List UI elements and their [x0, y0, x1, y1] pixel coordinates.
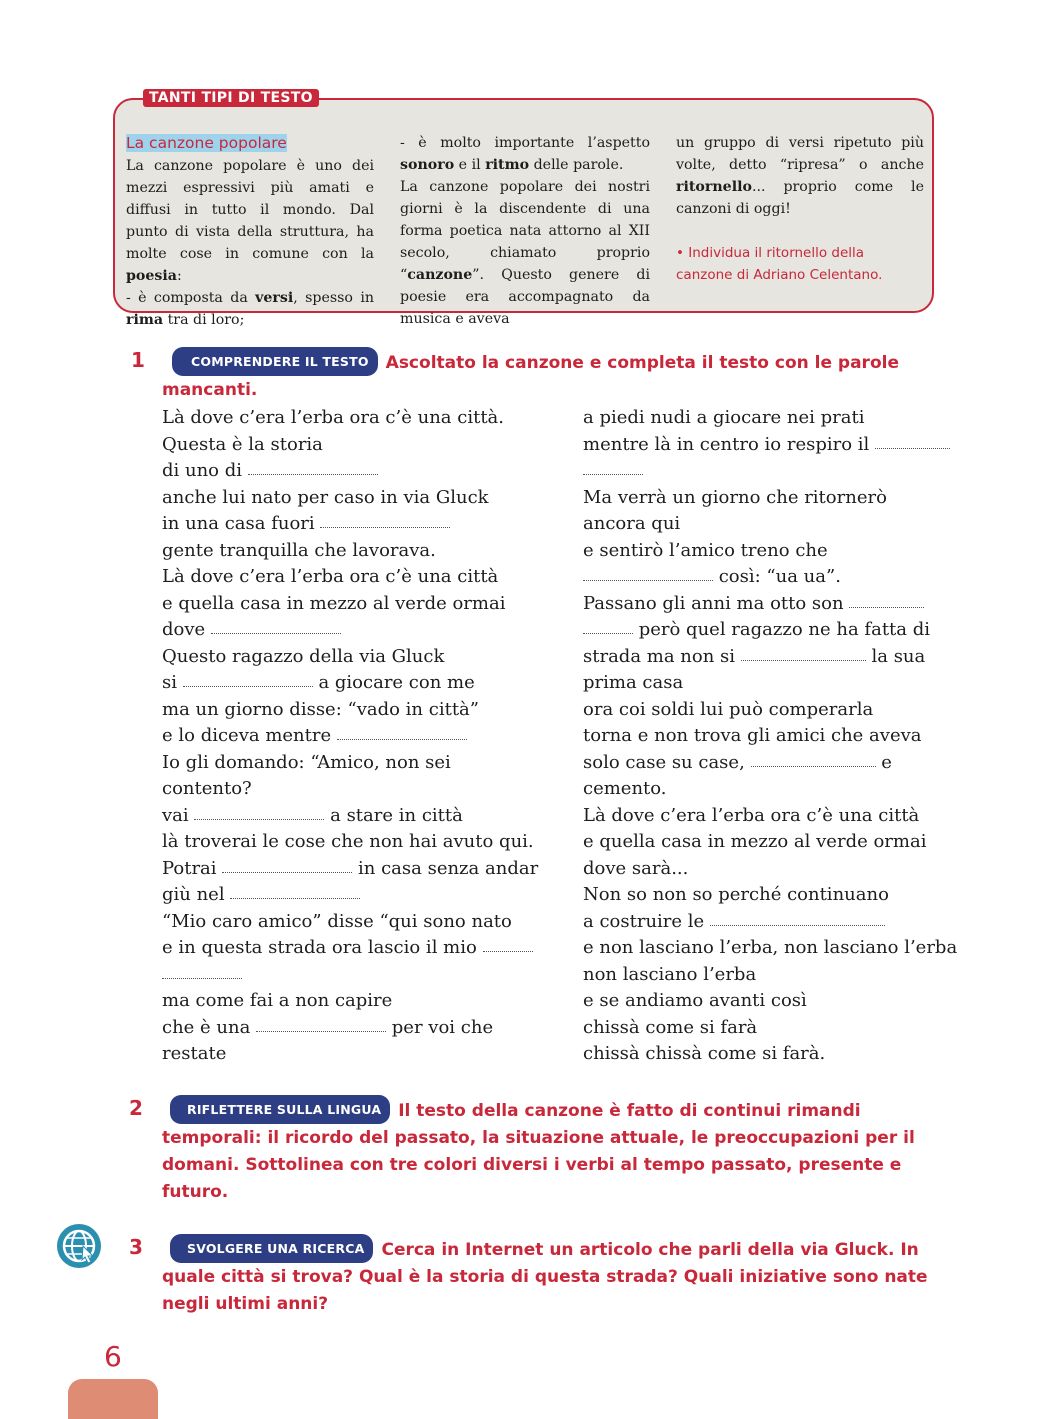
blank-fill-line[interactable]: [849, 607, 924, 608]
poem-line: strada ma non si la sua: [583, 645, 926, 667]
poem-line: Non so non so perché continuano: [583, 884, 889, 905]
blank-fill-line[interactable]: [183, 686, 313, 687]
poem-line: mentre là in centro io respiro il: [583, 432, 943, 459]
exercise-3-pill: SVOLGERE UNA RICERCA: [170, 1234, 373, 1263]
poem-line: e lo diceva mentre: [162, 723, 552, 750]
blank-fill-line[interactable]: [741, 660, 866, 661]
box-column-1: La canzone popolare La canzone popolare è uno dei mezzi espressivi più amati e diffusi in tutto il mondo. Dal punto di vista della struttura, ha molte cose in comune con la poesia: - è composta da versi, spesso in rima tra di loro;: [126, 134, 374, 328]
exercise-1: [162, 347, 922, 404]
blank-fill-line[interactable]: [230, 898, 360, 899]
poem-line: però quel ragazzo ne ha fatta di: [583, 617, 943, 644]
blank-fill-line[interactable]: [194, 819, 324, 820]
poem-line: cemento.: [583, 778, 667, 799]
page-tab: [68, 1379, 158, 1419]
poem-line: e quella casa in mezzo al verde ormai: [583, 831, 927, 852]
poem-line: si a giocare con me: [162, 672, 475, 693]
poem-line: restate: [162, 1043, 227, 1064]
poem-line: Potrai in casa senza andar: [162, 857, 539, 879]
poem-line: Là dove c’era l’erba ora c’è una città: [162, 566, 499, 587]
poem-line: solo case su case, e: [583, 751, 892, 773]
exercise-1-pill: COMPRENDERE IL TESTO: [172, 347, 378, 376]
exercise-3-number: 3: [129, 1235, 143, 1259]
poem-line: Questo ragazzo della via Gluck: [162, 645, 445, 667]
blank-fill-line[interactable]: [211, 633, 341, 634]
poem-line: che è una per voi che: [162, 1016, 494, 1038]
globe-web-icon: [57, 1224, 101, 1268]
poem-line: chissà come si farà: [583, 1016, 758, 1038]
poem-line: e in questa strada ora lascio il mio: [162, 935, 552, 962]
blank-fill-line[interactable]: [256, 1031, 386, 1032]
poem-line: Là dove c’era l’erba ora c’è una città.: [162, 407, 504, 428]
blank-fill-line[interactable]: [222, 872, 352, 873]
poem-line: “Mio caro amico” disse “qui sono nato: [162, 910, 512, 932]
poem-line: e se andiamo avanti così: [583, 990, 807, 1011]
poem-line: giù nel: [162, 882, 552, 909]
poem-line: dove: [162, 617, 552, 644]
exercise-1-number: 1: [131, 348, 145, 372]
blank-fill-line[interactable]: [710, 925, 885, 926]
poem-right-column: [583, 405, 958, 1068]
poem-line: prima casa: [583, 672, 684, 693]
poem-line: contento?: [162, 778, 252, 799]
poem-line: chissà chissà come si farà.: [583, 1043, 826, 1064]
poem-line: torna e non trova gli amici che aveva: [583, 725, 922, 746]
poem-left-column: [162, 405, 552, 1068]
page-number: 6: [104, 1340, 122, 1373]
blank-fill-line[interactable]: [751, 766, 876, 767]
poem-line: ancora qui: [583, 513, 681, 534]
box-tag: TANTI TIPI DI TESTO: [143, 89, 319, 107]
poem-line: [583, 458, 943, 485]
box-column-3: un gruppo di versi ripetuto più volte, detto “ripresa” o anche ritornello... proprio come le canzoni di oggi! • Individua il ritornello della canzone di Adriano Celentano.: [676, 132, 924, 286]
poem-line: gente tranquilla che lavorava.: [162, 539, 436, 561]
box-task: • Individua il ritornello della canzone di Adriano Celentano.: [676, 245, 883, 283]
box-column-2: - è molto importante l’aspetto sonoro e il ritmo delle parole. La canzone popolare dei nostri giorni è la discendente di una forma poetica nata attorno al XII secolo, chiamato proprio “canzone”. Questo genere di poesie era accompagnato da musica e aveva: [400, 135, 650, 327]
exercise-2-title: Il testo della canzone è fatto di continui rimandi temporali: il ricordo del passato, la situazione attuale, le preoccupazioni per il domani. Sottolinea con tre colori diversi i verbi al tempo passato, presente e futuro.: [162, 1101, 915, 1202]
poem-line: così: “ua ua”.: [583, 564, 943, 591]
blank-fill-line[interactable]: [483, 951, 533, 952]
blank-fill-line[interactable]: [337, 739, 467, 740]
exercise-2-number: 2: [129, 1096, 143, 1120]
blank-fill-line[interactable]: [162, 978, 242, 979]
blank-fill-line[interactable]: [583, 633, 633, 634]
poem-line: ma come fai a non capire: [162, 990, 393, 1011]
poem-line: Ma verrà un giorno che ritornerò: [583, 486, 887, 508]
poem-line: a costruire le: [583, 909, 943, 936]
poem-line: là troverai le cose che non hai avuto qui.: [162, 831, 534, 852]
poem-line: a piedi nudi a giocare nei prati: [583, 407, 865, 428]
blank-fill-line[interactable]: [583, 474, 643, 475]
exercise-2-pill: RIFLETTERE SULLA LINGUA: [170, 1095, 390, 1124]
poem-line: e quella casa in mezzo al verde ormai: [162, 592, 506, 614]
exercise-2: [162, 1095, 932, 1206]
blank-fill-line[interactable]: [320, 527, 450, 528]
box-heading: La canzone popolare: [126, 134, 287, 152]
poem-line: ma un giorno disse: “vado in città”: [162, 698, 479, 720]
exercise-3: [162, 1234, 937, 1318]
exercise-1-title: Ascoltato la canzone e completa il testo con le parole mancanti.: [162, 353, 899, 400]
poem-line: di uno di: [162, 458, 552, 485]
blank-fill-line[interactable]: [583, 580, 713, 581]
poem-line: in una casa fuori: [162, 511, 552, 538]
poem-line: Questa è la storia: [162, 433, 323, 455]
poem-line: Passano gli anni ma otto son: [583, 591, 943, 618]
blank-fill-line[interactable]: [875, 448, 950, 449]
poem-line: Là dove c’era l’erba ora c’è una città: [583, 804, 920, 826]
poem-line: dove sarà...: [583, 857, 689, 879]
poem-line: e non lasciano l’erba, non lasciano l’erba: [583, 937, 958, 958]
poem-line: [162, 962, 552, 989]
poem-line: ora coi soldi lui può comperarla: [583, 698, 874, 720]
blank-fill-line[interactable]: [248, 474, 378, 475]
exercise-3-title: Cerca in Internet un articolo che parli della via Gluck. In quale città si trova? Qual è la storia di questa strada? Quali iniziative sono nate negli ultimi anni?: [162, 1240, 928, 1314]
poem-line: Io gli domando: “Amico, non sei: [162, 751, 451, 773]
poem-line: anche lui nato per caso in via Gluck: [162, 486, 489, 508]
poem-line: vai a stare in città: [162, 804, 463, 826]
poem-line: non lasciano l’erba: [583, 963, 757, 985]
poem-line: e sentirò l’amico treno che: [583, 539, 828, 561]
